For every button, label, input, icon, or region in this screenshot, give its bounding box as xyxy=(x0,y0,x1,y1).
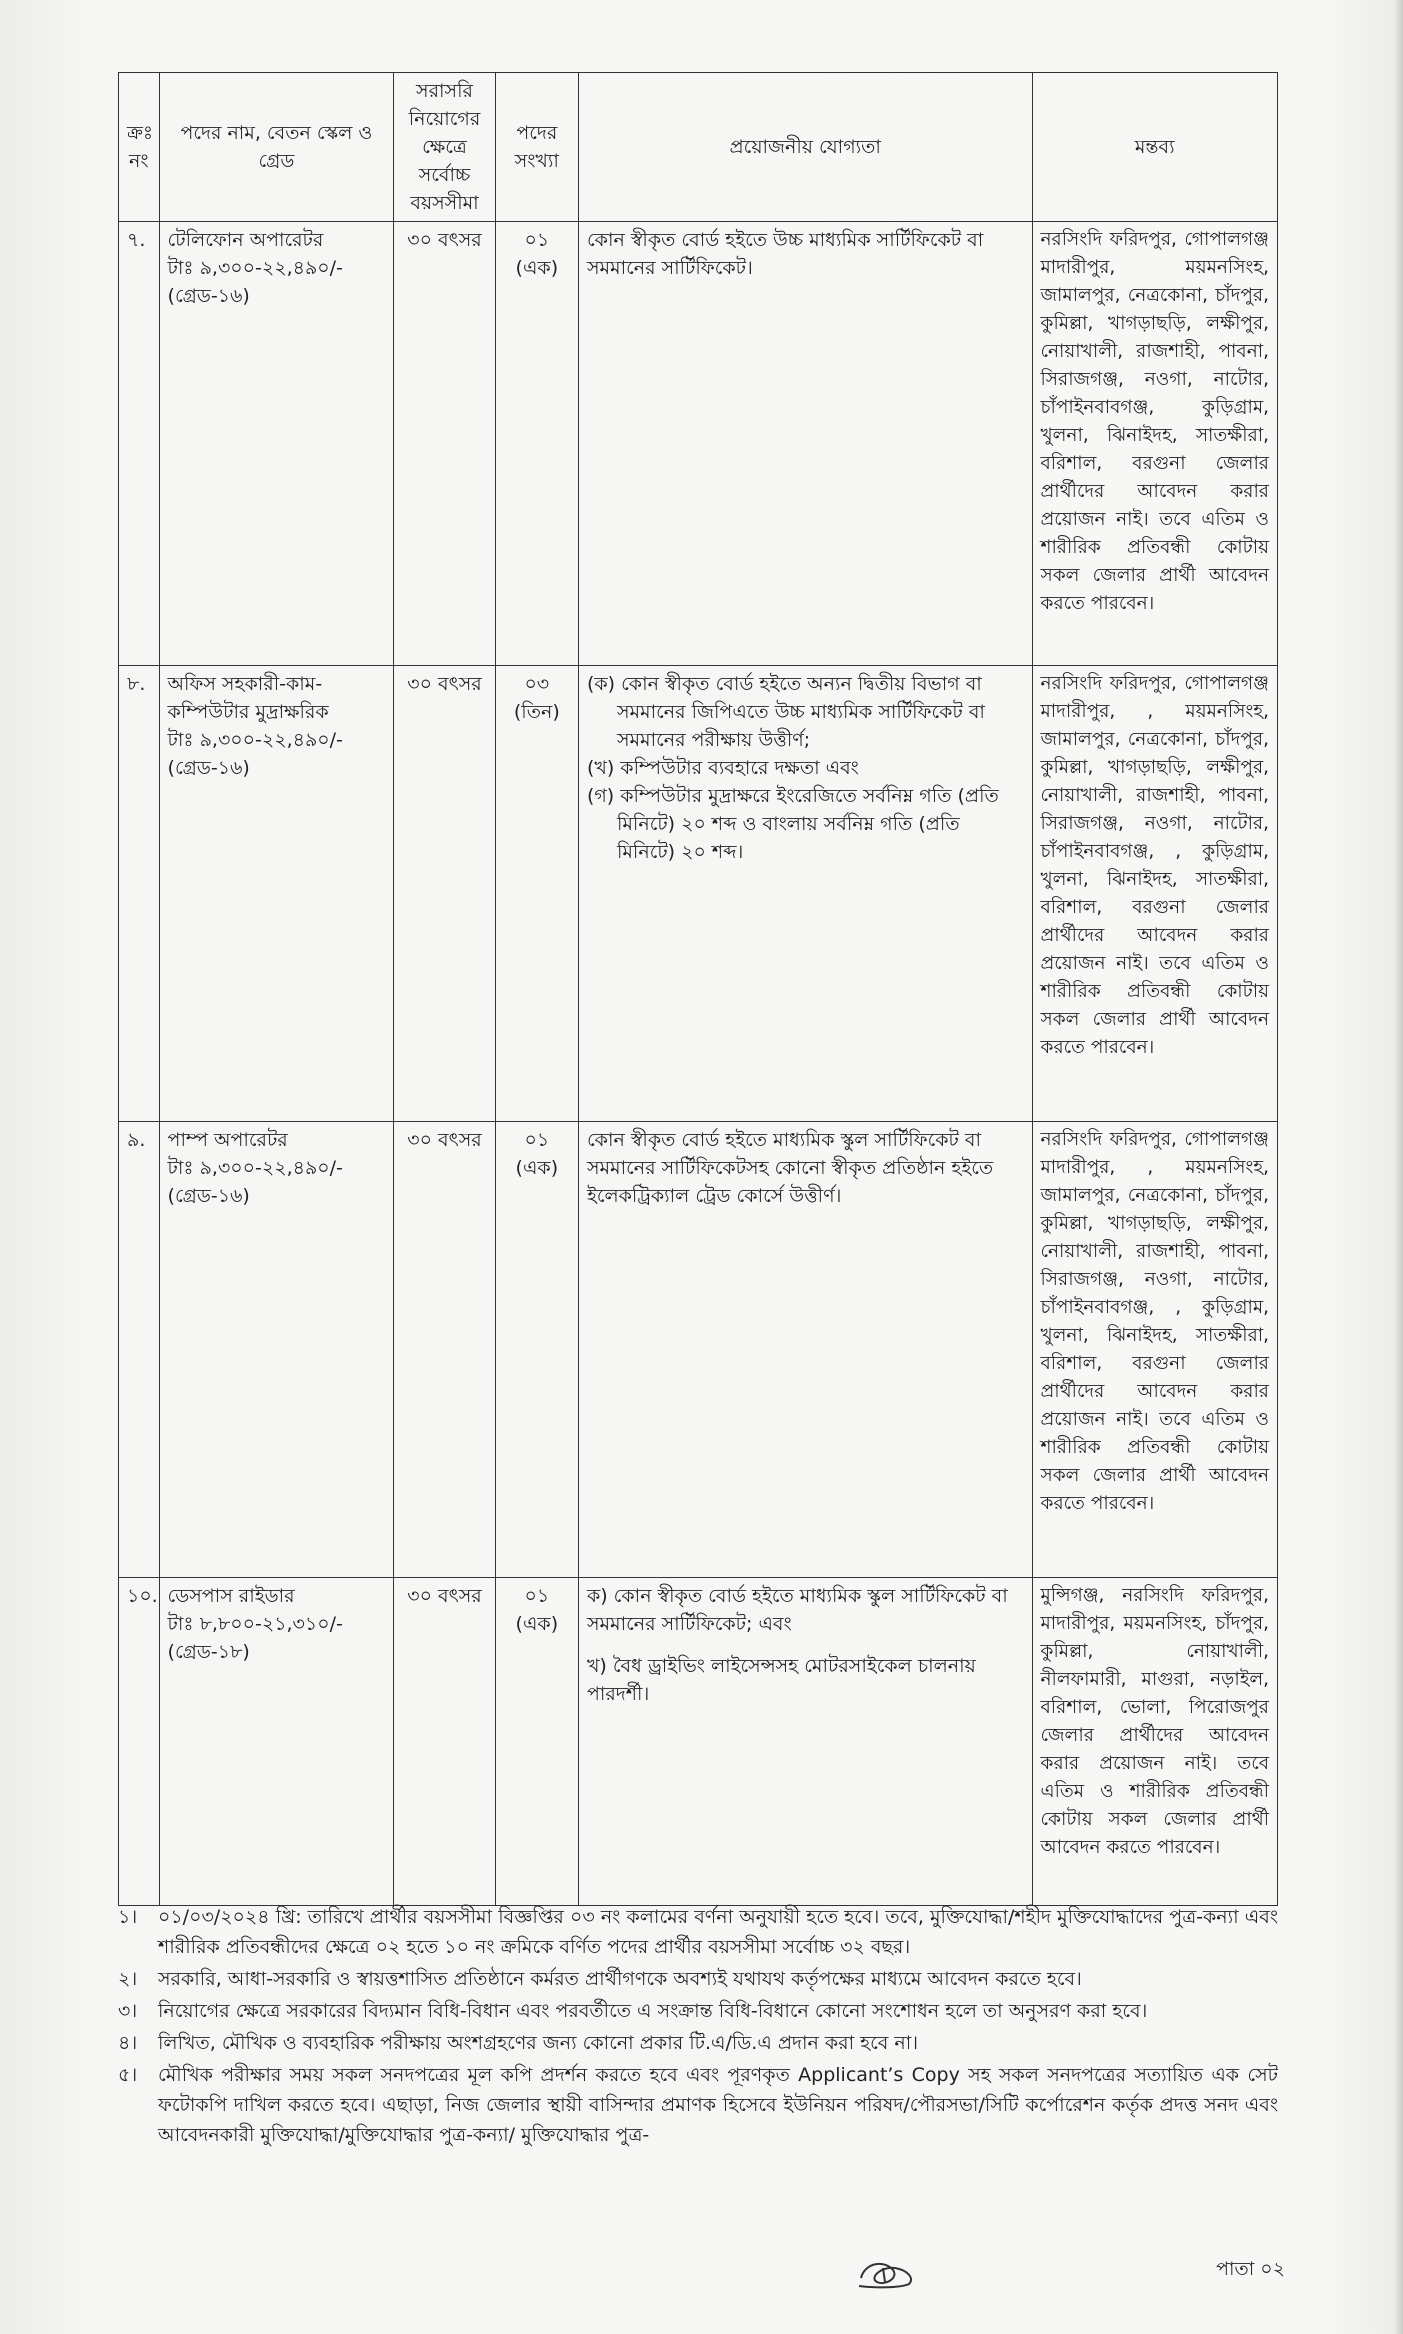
cell-sl: ১০. xyxy=(119,1578,160,1906)
header-post: পদের নাম, বেতন স্কেল ও গ্রেড xyxy=(159,73,394,222)
post-scale: টাঃ ৯,৩০০-২২,৪৯০/- xyxy=(167,1157,343,1179)
cell-post xyxy=(159,666,394,1122)
cell-sl: ৭. xyxy=(119,222,160,666)
post-scale: টাঃ ৯,৩০০-২২,৪৯০/- xyxy=(167,257,343,279)
qualification-item: (খ) কম্পিউটার ব্যবহারে দক্ষতা এবং xyxy=(586,757,859,779)
cell-age: ৩০ বৎসর xyxy=(394,1578,495,1906)
post-title: ডেসপাস রাইডার xyxy=(167,1585,295,1607)
cell-count: ০১ (এক) xyxy=(495,222,578,666)
cell-qualification xyxy=(578,222,1032,666)
cell-remarks: নরসিংদি ফরিদপুর, গোপালগঞ্জ মাদারীপুর, , ময়মনসিংহ, জামালপুর, নেত্রকোনা, চাঁদপুর, কুমিল্লা, খাগড়াছড়ি, লক্ষীপুর, নোয়াখালী, রাজশাহী, পাবনা, সিরাজগঞ্জ, নওগা, নাটোর, চাঁপাইনবাবগঞ্জ, , কুড়িগ্রাম, খুলনা, ঝিনাইদহ, সাতক্ষীরা, বরিশাল, বরগুনা জেলার প্রার্থীদের আবেদন করার প্রয়োজন নাই। তবে এতিম ও শারীরিক প্রতিবন্ধী কোটায় সকল জেলার প্রার্থী আবেদন করতে পারবেন। xyxy=(1032,666,1278,1122)
note-number: ৫। xyxy=(118,2064,138,2086)
header-sl: ক্রঃ নং xyxy=(119,73,160,222)
note-text: ০১/০৩/২০২৪ খ্রি: তারিখে প্রার্থীর বয়সসীমা বিজ্ঞপ্তির ০৩ নং কলামের বর্ণনা অনুযায়ী হতে হবে। তবে, মুক্তিযোদ্ধা/শহীদ মুক্তিযোদ্ধাদের পুত্র-কন্যা এবং শারীরিক প্রতিবন্ধীদের ক্ষেত্রে ০২ হতে ১০ নং ক্রমিকে বর্ণিত পদের প্রার্থীর বয়সসীমা সর্বোচ্চ ৩২ বছর। xyxy=(158,1906,1278,1958)
note-item xyxy=(118,2060,1278,2150)
jobs-table xyxy=(118,72,1278,1906)
post-title: অফিস সহকারী-কাম-কম্পিউটার মুদ্রাক্ষরিক xyxy=(167,673,329,723)
cell-count: ০১ (এক) xyxy=(495,1578,578,1906)
post-scale: টাঃ ৯,৩০০-২২,৪৯০/- xyxy=(167,729,343,751)
cell-qualification xyxy=(578,1578,1032,1906)
note-number: ৪। xyxy=(118,2032,138,2054)
qualification-item: খ) বৈধ ড্রাইভিং লাইসেন্সসহ মোটরসাইকেল চালনায় পারদর্শী। xyxy=(586,1655,976,1705)
cell-remarks: নরসিংদি ফরিদপুর, গোপালগঞ্জ মাদারীপুর, , ময়মনসিংহ, জামালপুর, নেত্রকোনা, চাঁদপুর, কুমিল্লা, খাগড়াছড়ি, লক্ষীপুর, নোয়াখালী, রাজশাহী, পাবনা, সিরাজগঞ্জ, নওগা, নাটোর, চাঁপাইনবাবগঞ্জ, , কুড়িগ্রাম, খুলনা, ঝিনাইদহ, সাতক্ষীরা, বরিশাল, বরগুনা জেলার প্রার্থীদের আবেদন করার প্রয়োজন নাই। তবে এতিম ও শারীরিক প্রতিবন্ধী কোটায় সকল জেলার প্রার্থী আবেদন করতে পারবেন। xyxy=(1032,1122,1278,1578)
cell-count: ০৩ (তিন) xyxy=(495,666,578,1122)
qualification-item: (ক) কোন স্বীকৃত বোর্ড হইতে অন্যন দ্বিতীয় বিভাগ বা সমমানের জিপিএতে উচ্চ মাধ্যমিক সার্টিফিকেট বা সমমানের পরীক্ষায় উত্তীর্ণ; xyxy=(586,673,985,751)
note-text: মৌখিক পরীক্ষার সময় সকল সনদপত্রের মূল কপি প্রদর্শন করতে হবে এবং পূরণকৃত Applicant’s Copy সহ সকল সনদপত্রের সত্যায়িত এক সেট ফটোকপি দাখিল করতে হবে। এছাড়া, নিজ জেলার স্থায়ী বাসিন্দার প্রমাণক হিসেবে ইউনিয়ন পরিষদ/পৌরসভা/সিটি কর্পোরেশন কর্তৃক প্রদত্ত সনদ এবং আবেদনকারী মুক্তিযোদ্ধা/মুক্তিযোদ্ধার পুত্র-কন্যা/ মুক্তিযোদ্ধার পুত্র- xyxy=(158,2064,1278,2146)
signature-mark xyxy=(855,2256,925,2296)
note-number: ১। xyxy=(118,1906,138,1928)
table-row xyxy=(119,666,1278,1122)
table-header-row xyxy=(119,73,1278,222)
cell-sl: ৯. xyxy=(119,1122,160,1578)
cell-sl: ৮. xyxy=(119,666,160,1122)
post-title: টেলিফোন অপারেটর xyxy=(167,229,324,251)
qualification-item: কোন স্বীকৃত বোর্ড হইতে মাধ্যমিক স্কুল সার্টিফিকেট বা সমমানের সার্টিফিকেটসহ কোনো স্বীকৃত প্রতিষ্ঠান হইতে ইলেকট্রিক্যাল ট্রেড কোর্সে উত্তীর্ণ। xyxy=(586,1129,994,1207)
note-item xyxy=(118,1902,1278,1962)
cell-age: ৩০ বৎসর xyxy=(394,222,495,666)
post-grade: (গ্রেড-১৮) xyxy=(167,1641,250,1663)
table-row xyxy=(119,222,1278,666)
note-number: ২। xyxy=(118,1968,138,1990)
cell-remarks: নরসিংদি ফরিদপুর, গোপালগঞ্জ মাদারীপুর, ময়মনসিংহ, জামালপুর, নেত্রকোনা, চাঁদপুর, কুমিল্লা, খাগড়াছড়ি, লক্ষীপুর, নোয়াখালী, রাজশাহী, পাবনা, সিরাজগঞ্জ, নওগা, নাটোর, চাঁপাইনবাবগঞ্জ, কুড়িগ্রাম, খুলনা, ঝিনাইদহ, সাতক্ষীরা, বরিশাল, বরগুনা জেলার প্রার্থীদের আবেদন করার প্রয়োজন নাই। তবে এতিম ও শারীরিক প্রতিবন্ধী কোটায় সকল জেলার প্রার্থী আবেদন করতে পারবেন। xyxy=(1032,222,1278,666)
note-item xyxy=(118,1964,1278,1994)
cell-post xyxy=(159,1578,394,1906)
cell-post xyxy=(159,1122,394,1578)
post-grade: (গ্রেড-১৬) xyxy=(167,757,250,779)
cell-age: ৩০ বৎসর xyxy=(394,1122,495,1578)
note-item xyxy=(118,2028,1278,2058)
notes-section xyxy=(118,1902,1278,2152)
post-title: পাম্প অপারেটর xyxy=(167,1129,288,1151)
page-number: পাতা ০২ xyxy=(1216,2258,1285,2280)
cell-remarks: মুন্সিগঞ্জ, নরসিংদি ফরিদপুর, মাদারীপুর, ময়মনসিংহ, চাঁদপুর, কুমিল্লা, নোয়াখালী, নীলফামারী, মাগুরা, নড়াইল, বরিশাল, ভোলা, পিরোজপুর জেলার প্রার্থীদের আবেদন করার প্রয়োজন নাই। তবে এতিম ও শারীরিক প্রতিবন্ধী কোটায় সকল জেলার প্রার্থী আবেদন করতে পারবেন। xyxy=(1032,1578,1278,1906)
page-edge-shadow xyxy=(1393,0,1403,2334)
qualification-item: ক) কোন স্বীকৃত বোর্ড হইতে মাধ্যমিক স্কুল সার্টিফিকেট বা সমমানের সার্টিফিকেট; এবং xyxy=(586,1585,1008,1635)
post-grade: (গ্রেড-১৬) xyxy=(167,1185,250,1207)
cell-count: ০১ (এক) xyxy=(495,1122,578,1578)
header-remarks: মন্তব্য xyxy=(1032,73,1278,222)
cell-post xyxy=(159,222,394,666)
qualification-item: কোন স্বীকৃত বোর্ড হইতে উচ্চ মাধ্যমিক সার্টিফিকেট বা সমমানের সার্টিফিকেট। xyxy=(586,229,984,279)
cell-age: ৩০ বৎসর xyxy=(394,666,495,1122)
qualification-item: (গ) কম্পিউটার মুদ্রাক্ষরে ইংরেজিতে সর্বনিম্ন গতি (প্রতি মিনিটে) ২০ শব্দ ও বাংলায় সর্বনিম্ন গতি (প্রতি মিনিটে) ২০ শব্দ। xyxy=(586,785,999,863)
note-text: নিয়োগের ক্ষেত্রে সরকারের বিদ্যমান বিধি-বিধান এবং পরবর্তীতে এ সংক্রান্ত বিধি-বিধানে কোনো সংশোধন হলে তা অনুসরণ করা হবে। xyxy=(158,2000,1148,2022)
post-grade: (গ্রেড-১৬) xyxy=(167,285,250,307)
post-scale: টাঃ ৮,৮০০-২১,৩১০/- xyxy=(167,1613,343,1635)
note-item xyxy=(118,1996,1278,2026)
note-text: সরকারি, আধা-সরকারি ও স্বায়ত্তশাসিত প্রতিষ্ঠানে কর্মরত প্রার্থীগণকে অবশ্যই যথাযথ কর্তৃপক্ষের মাধ্যমে আবেদন করতে হবে। xyxy=(158,1968,1082,1990)
header-count: পদের সংখ্যা xyxy=(495,73,578,222)
cell-qualification xyxy=(578,666,1032,1122)
table-row xyxy=(119,1578,1278,1906)
cell-qualification xyxy=(578,1122,1032,1578)
table-row xyxy=(119,1122,1278,1578)
header-age: সরাসরি নিয়োগের ক্ষেত্রে সর্বোচ্চ বয়সসীমা xyxy=(394,73,495,222)
header-qualification: প্রয়োজনীয় যোগ্যতা xyxy=(578,73,1032,222)
note-number: ৩। xyxy=(118,2000,138,2022)
note-text: লিখিত, মৌখিক ও ব্যবহারিক পরীক্ষায় অংশগ্রহণের জন্য কোনো প্রকার টি.এ/ডি.এ প্রদান করা হবে না। xyxy=(158,2032,919,2054)
